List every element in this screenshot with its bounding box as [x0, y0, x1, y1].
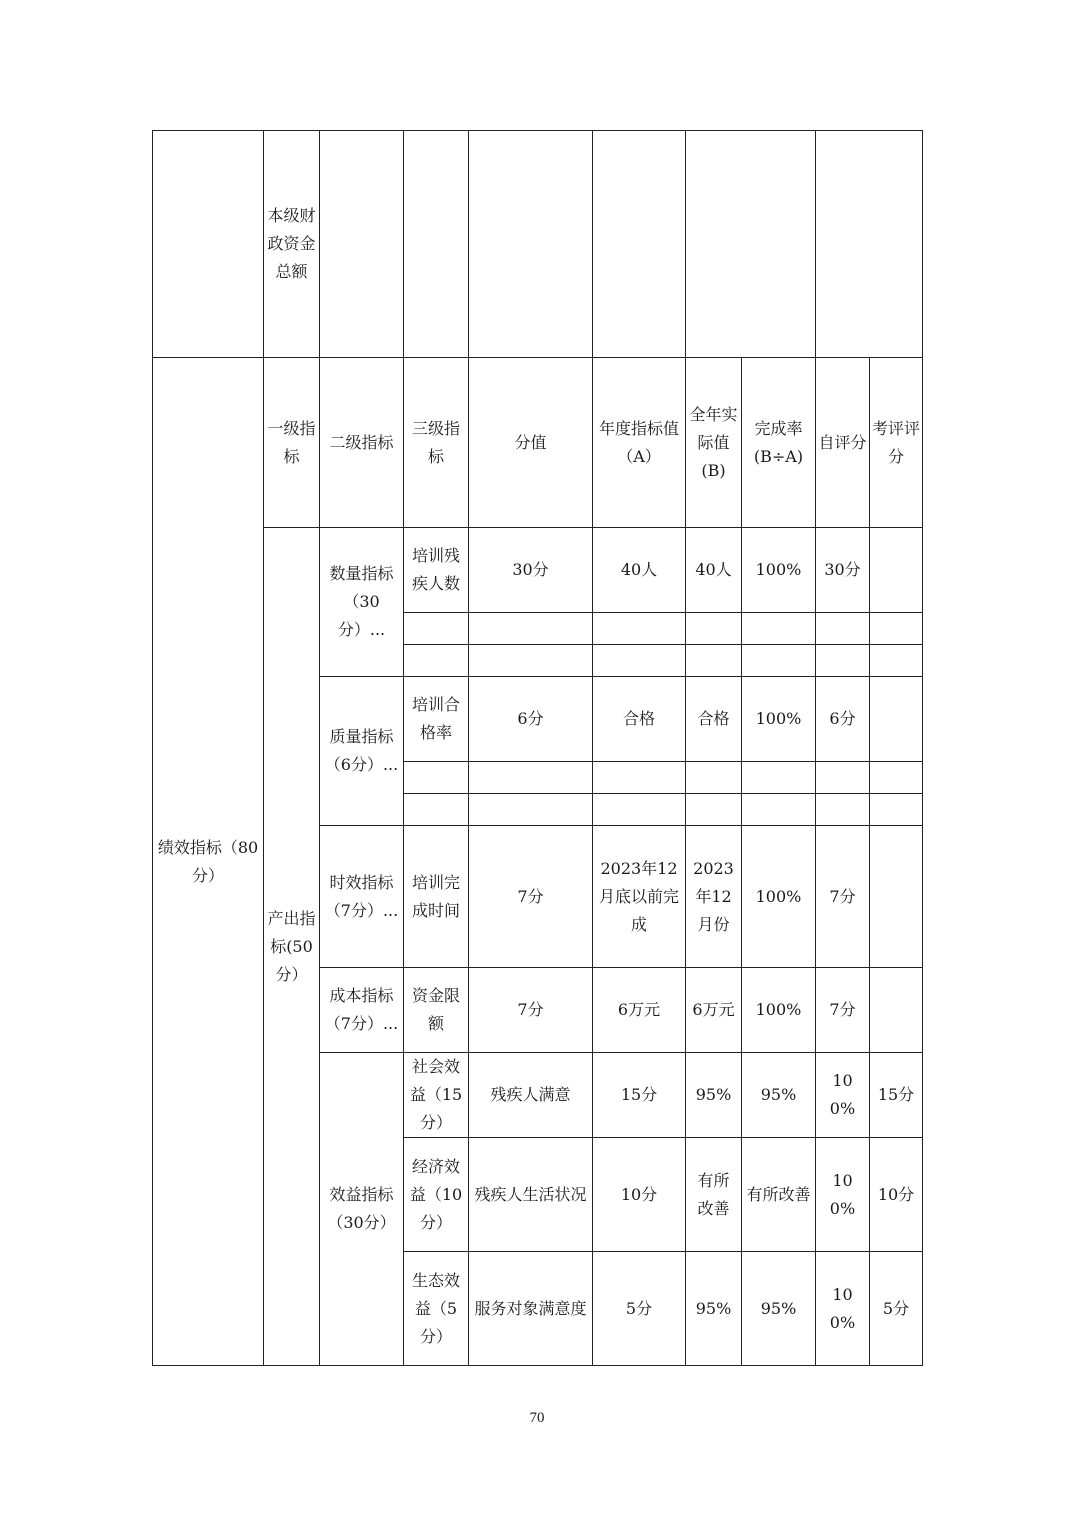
quality-rate: 100%	[742, 677, 816, 762]
ecological-score: 5分	[593, 1252, 686, 1366]
page-number: 70	[529, 1410, 545, 1426]
empty-cell	[404, 613, 469, 645]
empty-cell	[742, 645, 816, 677]
empty-cell	[870, 613, 923, 645]
performance-table	[152, 130, 922, 1366]
empty-cell	[469, 645, 593, 677]
cost-name: 资金限额	[404, 968, 469, 1053]
empty-cell	[469, 613, 593, 645]
empty-cell	[816, 131, 923, 358]
empty-cell	[742, 613, 816, 645]
timeliness-name: 培训完成时间	[404, 826, 469, 968]
economic-name: 残疾人生活状况	[469, 1138, 593, 1252]
social-actual: 95%	[742, 1053, 816, 1138]
empty-cell	[593, 613, 686, 645]
quantity-label: 数量指标（30分）...	[320, 528, 404, 677]
ecological-actual: 95%	[742, 1252, 816, 1366]
table-row	[153, 131, 923, 358]
quality-self: 6分	[816, 677, 870, 762]
ecological-name: 服务对象满意度	[469, 1252, 593, 1366]
economic-target: 有所改善	[686, 1138, 742, 1252]
cost-review	[870, 968, 923, 1053]
timeliness-self: 7分	[816, 826, 870, 968]
empty-cell	[404, 762, 469, 794]
timeliness-actual: 2023年12月份	[686, 826, 742, 968]
social-score: 15分	[593, 1053, 686, 1138]
ecological-label: 生态效益（5分）	[404, 1252, 469, 1366]
empty-cell	[686, 794, 742, 826]
cost-rate: 100%	[742, 968, 816, 1053]
empty-cell	[593, 762, 686, 794]
empty-cell	[686, 613, 742, 645]
quantity-rate: 100%	[742, 528, 816, 613]
quality-target: 合格	[593, 677, 686, 762]
funds-total-label: 本级财政资金总额	[264, 131, 320, 358]
quantity-actual: 40人	[686, 528, 742, 613]
benefit-label: 效益指标（30分）	[320, 1053, 404, 1366]
header-level2: 二级指标	[320, 358, 404, 528]
empty-cell	[404, 645, 469, 677]
empty-cell	[816, 613, 870, 645]
empty-cell	[320, 131, 404, 358]
header-target: 年度指标值（A）	[593, 358, 686, 528]
quality-actual: 合格	[686, 677, 742, 762]
empty-cell	[816, 645, 870, 677]
empty-cell	[469, 794, 593, 826]
empty-cell	[870, 794, 923, 826]
quality-score: 6分	[469, 677, 593, 762]
empty-cell	[593, 131, 686, 358]
header-rate: 完成率(B÷A)	[742, 358, 816, 528]
quantity-score: 30分	[469, 528, 593, 613]
empty-cell	[593, 794, 686, 826]
empty-cell	[153, 131, 264, 358]
output-label: 产出指标(50分）	[264, 528, 320, 1366]
cost-actual: 6万元	[686, 968, 742, 1053]
timeliness-target: 2023年12月底以前完成	[593, 826, 686, 968]
empty-cell	[404, 131, 469, 358]
header-level3: 三级指标	[404, 358, 469, 528]
header-row	[153, 358, 923, 528]
empty-cell	[686, 645, 742, 677]
economic-score: 10分	[593, 1138, 686, 1252]
quality-review	[870, 677, 923, 762]
cost-self: 7分	[816, 968, 870, 1053]
empty-cell	[469, 131, 593, 358]
empty-cell	[816, 762, 870, 794]
social-label: 社会效益（15分）	[404, 1053, 469, 1138]
empty-cell	[816, 794, 870, 826]
ecological-target: 95%	[686, 1252, 742, 1366]
timeliness-rate: 100%	[742, 826, 816, 968]
empty-cell	[593, 645, 686, 677]
quality-label: 质量指标（6分）...	[320, 677, 404, 826]
timeliness-review	[870, 826, 923, 968]
empty-cell	[742, 762, 816, 794]
header-score: 分值	[469, 358, 593, 528]
ecological-self: 5分	[870, 1252, 923, 1366]
cost-target: 6万元	[593, 968, 686, 1053]
economic-actual: 有所改善	[742, 1138, 816, 1252]
economic-label: 经济效益（10分）	[404, 1138, 469, 1252]
quality-name: 培训合格率	[404, 677, 469, 762]
empty-cell	[686, 762, 742, 794]
economic-rate: 100%	[816, 1138, 870, 1252]
header-self: 自评分	[816, 358, 870, 528]
social-target: 95%	[686, 1053, 742, 1138]
quantity-review	[870, 528, 923, 613]
quantity-target: 40人	[593, 528, 686, 613]
social-name: 残疾人满意	[469, 1053, 593, 1138]
empty-cell	[870, 762, 923, 794]
header-actual: 全年实际值(B)	[686, 358, 742, 528]
header-level1: 一级指标	[264, 358, 320, 528]
header-review: 考评评分	[870, 358, 923, 528]
social-self: 15分	[870, 1053, 923, 1138]
social-rate: 100%	[816, 1053, 870, 1138]
empty-cell	[686, 131, 816, 358]
timeliness-label: 时效指标（7分）...	[320, 826, 404, 968]
cost-label: 成本指标（7分）...	[320, 968, 404, 1053]
empty-cell	[870, 645, 923, 677]
economic-self: 10分	[870, 1138, 923, 1252]
quantity-self: 30分	[816, 528, 870, 613]
quantity-name: 培训残疾人数	[404, 528, 469, 613]
timeliness-score: 7分	[469, 826, 593, 968]
empty-cell	[742, 794, 816, 826]
ecological-rate: 100%	[816, 1252, 870, 1366]
metrics-label: 绩效指标（80分）	[153, 358, 264, 1366]
table-row	[153, 528, 923, 613]
empty-cell	[469, 762, 593, 794]
cost-score: 7分	[469, 968, 593, 1053]
empty-cell	[404, 794, 469, 826]
